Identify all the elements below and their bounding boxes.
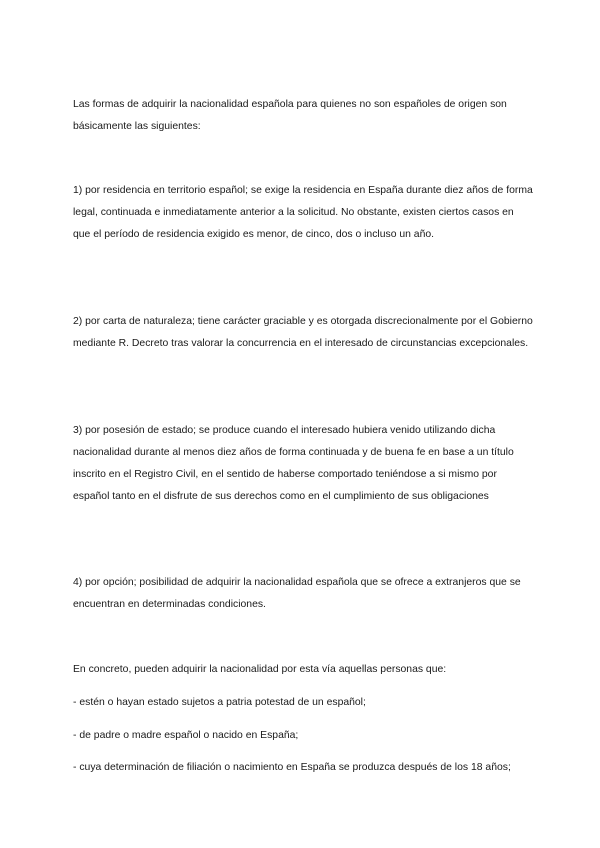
list-item-padre-madre: - de padre o madre español o nacido en España; [73, 730, 299, 741]
item-posesion-estado: 3) por posesión de estado; se produce cuando el interesado hubiera venido utilizando dicha nacionalidad durante al menos diez años de forma continuada y de buena fe en base a un título inscrito en el Registro Civil, en el sentido de haberse comportado teniéndose a si mismo por español tanto en el disfrute de sus derechos como en el cumplimiento de sus obligaciones [73, 425, 514, 502]
concrete-paragraph: En concreto, pueden adquirir la nacionalidad por esta vía aquellas personas que: [73, 664, 447, 675]
item-opcion: 4) por opción; posibilidad de adquirir la nacionalidad española que se ofrece a extranjeros que se encuentran en determinadas condiciones. [73, 577, 521, 610]
item-residencia: 1) por residencia en territorio español; se exige la residencia en España durante diez años de forma legal, continuada e inmediatamente anterior a la solicitud. No obstante, existen ciertos casos en que el período de residencia exigido es menor, de cinco, dos o incluso un año. [73, 185, 533, 240]
list-item-filiacion: - cuya determinación de filiación o nacimiento en España se produzca después de los 18 años; [73, 762, 511, 773]
item-carta-naturaleza: 2) por carta de naturaleza; tiene carácter graciable y es otorgada discrecionalmente por el Gobierno mediante R. Decreto tras valorar la concurrencia en el interesado de circunstancias excepcionales. [73, 316, 533, 349]
list-item-patria-potestad: - estén o hayan estado sujetos a patria potestad de un español; [73, 697, 366, 708]
intro-paragraph: Las formas de adquirir la nacionalidad española para quienes no son españoles de origen son básicamente las siguientes: [73, 99, 507, 132]
